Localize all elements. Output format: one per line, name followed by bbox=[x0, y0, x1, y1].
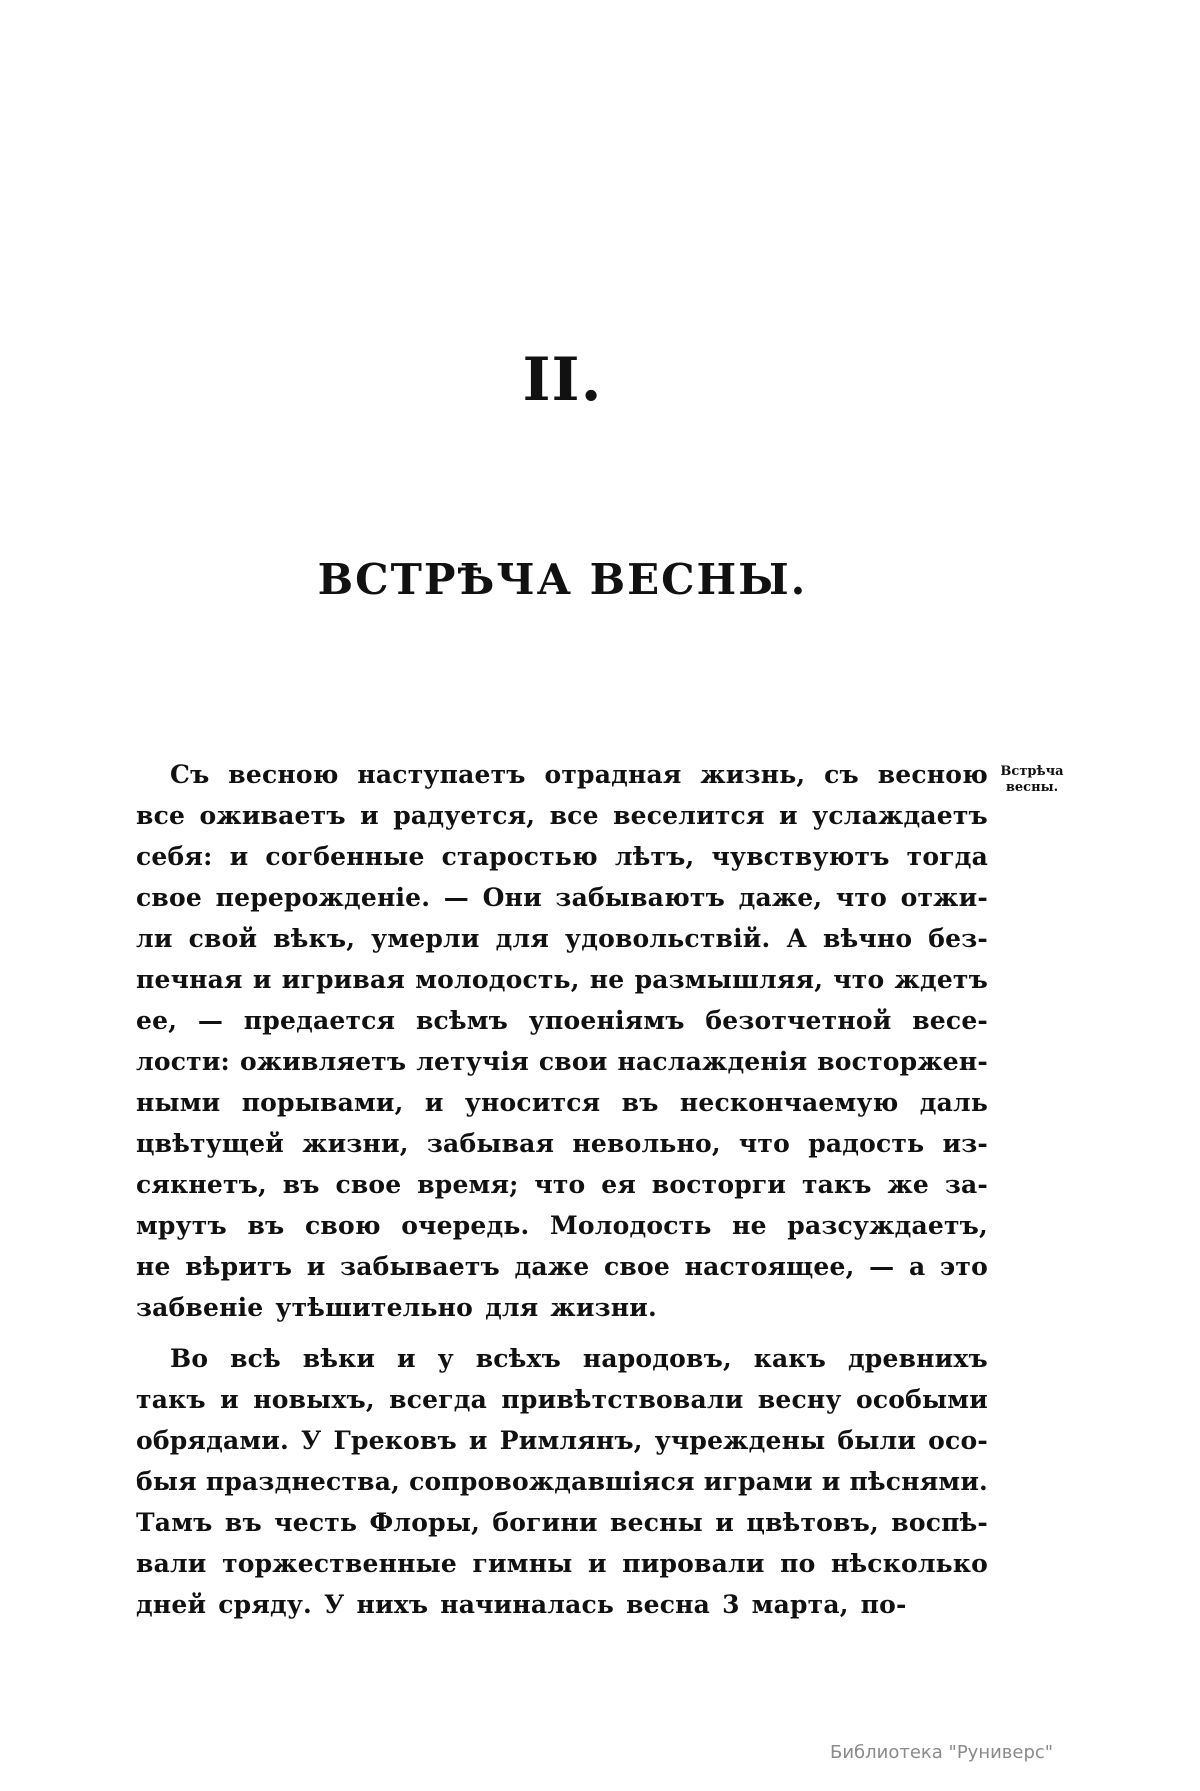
paragraph-2 bbox=[136, 1338, 988, 1625]
text-line: вали торжественные гимны и пировали по нѣсколько bbox=[136, 1549, 988, 1578]
text-line: не вѣритъ и забываетъ даже свое настоящее, — а это bbox=[136, 1252, 988, 1281]
text-line: Тамъ въ честь Флоры, богини весны и цвѣтовъ, воспѣ- bbox=[136, 1508, 988, 1537]
margin-note-line: весны. bbox=[1005, 780, 1059, 795]
text-line: быя празднества, сопровождавшіяся играми и пѣснями. bbox=[136, 1467, 988, 1496]
paragraph-1 bbox=[136, 754, 988, 1328]
text-line: мрутъ въ свою очередь. Молодость не разсуждаетъ, bbox=[136, 1211, 988, 1240]
chapter-title: ВСТРѢЧА ВЕСНЫ. bbox=[317, 555, 808, 604]
text-line: свое перерожденіе. — Они забываютъ даже, что отжи- bbox=[136, 883, 988, 912]
text-line: печная и игривая молодость, не размышляя, что ждетъ bbox=[136, 965, 988, 994]
text-line: ее, — предается всѣмъ упоеніямъ безотчетной весе- bbox=[136, 1006, 988, 1035]
text-line: ными порывами, и уносится въ нескончаемую даль bbox=[136, 1088, 988, 1117]
text-line: все оживаетъ и радуется, все веселится и услаждаетъ bbox=[136, 801, 988, 830]
text-line: Во всѣ вѣки и у всѣхъ народовъ, какъ древнихъ bbox=[170, 1344, 988, 1373]
text-line: такъ и новыхъ, всегда привѣтствовали весну особыми bbox=[136, 1385, 988, 1414]
watermark: Библиотека "Руниверс" bbox=[830, 1742, 1054, 1763]
body-text bbox=[136, 754, 988, 1625]
text-line: забвеніе утѣшительно для жизни. bbox=[136, 1293, 657, 1322]
text-line: себя: и согбенные старостью лѣтъ, чувствуютъ тогда bbox=[136, 842, 988, 871]
text-line: лости: оживляетъ летучія свои наслажденія восторжен- bbox=[136, 1047, 988, 1076]
text-line: ли свой вѣкъ, умерли для удовольствій. А вѣчно без- bbox=[136, 924, 988, 953]
text-line: сякнетъ, въ свое время; что ея восторги такъ же за- bbox=[136, 1170, 988, 1199]
margin-note bbox=[992, 764, 1072, 796]
chapter-number: II. bbox=[522, 345, 603, 415]
margin-note-line: Встрѣча bbox=[1000, 764, 1064, 779]
text-line: цвѣтущей жизни, забывая невольно, что радость из- bbox=[136, 1129, 988, 1158]
text-line: обрядами. У Грековъ и Римлянъ, учреждены были осо- bbox=[136, 1426, 988, 1455]
text-line: Съ весною наступаетъ отрадная жизнь, съ весною bbox=[170, 760, 988, 789]
text-line: дней сряду. У нихъ начиналась весна 3 марта, по- bbox=[136, 1590, 907, 1619]
